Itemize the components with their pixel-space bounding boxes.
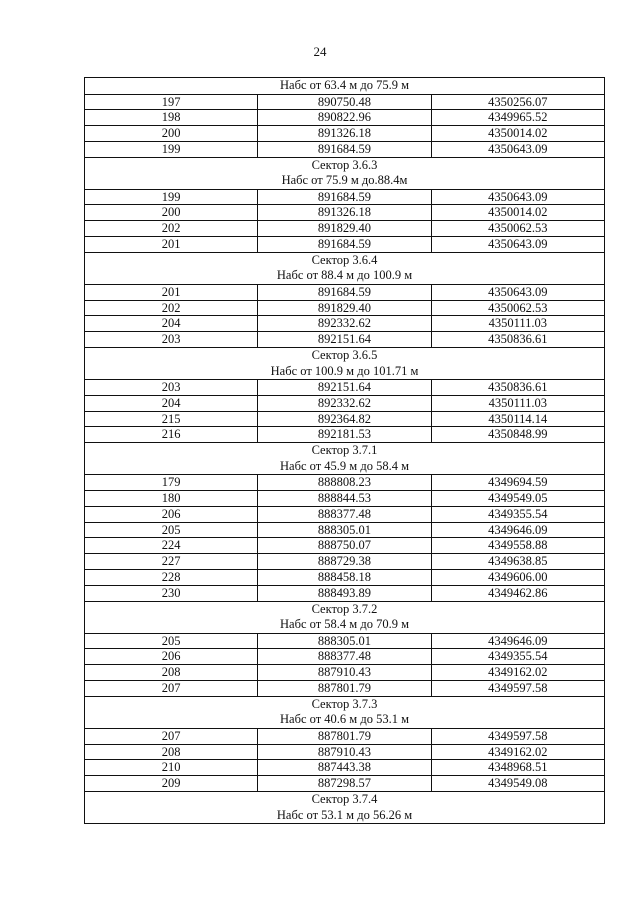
table-row: [85, 760, 605, 776]
y-coordinate-cell: 4350014.02: [431, 126, 604, 142]
x-coordinate-cell: 888729.38: [258, 554, 431, 570]
point-number-cell: 200: [85, 205, 258, 221]
sector-header-row: [85, 78, 605, 95]
point-number-cell: 204: [85, 316, 258, 332]
x-coordinate-cell: 891326.18: [258, 126, 431, 142]
x-coordinate-cell: 890822.96: [258, 110, 431, 126]
table-row: [85, 538, 605, 554]
coordinates-table-body: [85, 78, 605, 824]
table-row: [85, 744, 605, 760]
sector-header-cell: [85, 157, 605, 189]
x-coordinate-cell: 891684.59: [258, 237, 431, 253]
sector-title: Сектор 3.7.2: [311, 601, 378, 616]
point-number-cell: 202: [85, 300, 258, 316]
sector-title: Сектор 3.6.3: [311, 157, 378, 172]
sector-header-row: [85, 348, 605, 380]
x-coordinate-cell: 891829.40: [258, 300, 431, 316]
point-number-cell: 207: [85, 681, 258, 697]
y-coordinate-cell: 4350114.14: [431, 411, 604, 427]
sector-title: Сектор 3.7.1: [311, 443, 378, 458]
sector-title: Сектор 3.6.4: [311, 252, 378, 267]
sector-header-cell: [85, 348, 605, 380]
y-coordinate-cell: 4350062.53: [431, 221, 604, 237]
height-range: Набс от 53.1 м до 56.26 м: [276, 807, 413, 822]
point-number-cell: 180: [85, 491, 258, 507]
height-range: Набс от 45.9 м до 58.4 м: [280, 458, 409, 473]
y-coordinate-cell: 4349694.59: [431, 475, 604, 491]
table-row: [85, 411, 605, 427]
height-range: Набс от 100.9 м до 101.71 м: [270, 363, 419, 378]
sector-header-cell: [85, 601, 605, 633]
x-coordinate-cell: 892181.53: [258, 427, 431, 443]
point-number-cell: 198: [85, 110, 258, 126]
y-coordinate-cell: 4349606.00: [431, 570, 604, 586]
point-number-cell: 204: [85, 395, 258, 411]
height-range: Набс от 40.6 м до 53.1 м: [280, 712, 409, 727]
point-number-cell: 202: [85, 221, 258, 237]
point-number-cell: 230: [85, 585, 258, 601]
point-number-cell: 199: [85, 141, 258, 157]
sector-header-row: [85, 443, 605, 475]
height-range: Набс от 58.4 м до 70.9 м: [280, 617, 409, 632]
sector-header-cell: [85, 792, 605, 824]
y-coordinate-cell: 4350643.09: [431, 284, 604, 300]
x-coordinate-cell: 891684.59: [258, 284, 431, 300]
y-coordinate-cell: 4349646.09: [431, 522, 604, 538]
x-coordinate-cell: 892332.62: [258, 395, 431, 411]
x-coordinate-cell: 887298.57: [258, 776, 431, 792]
height-range: Набс от 63.4 м до 75.9 м: [280, 78, 409, 92]
x-coordinate-cell: 888493.89: [258, 585, 431, 601]
sector-title: Сектор 3.7.4: [311, 792, 378, 806]
x-coordinate-cell: 888305.01: [258, 522, 431, 538]
sector-header-row: [85, 601, 605, 633]
y-coordinate-cell: 4349965.52: [431, 110, 604, 126]
y-coordinate-cell: 4349549.05: [431, 491, 604, 507]
y-coordinate-cell: 4350111.03: [431, 316, 604, 332]
table-row: [85, 475, 605, 491]
table-row: [85, 189, 605, 205]
y-coordinate-cell: 4350014.02: [431, 205, 604, 221]
y-coordinate-cell: 4349549.08: [431, 776, 604, 792]
y-coordinate-cell: 4349162.02: [431, 744, 604, 760]
y-coordinate-cell: 4350643.09: [431, 237, 604, 253]
y-coordinate-cell: 4350836.61: [431, 332, 604, 348]
x-coordinate-cell: 887910.43: [258, 744, 431, 760]
point-number-cell: 205: [85, 522, 258, 538]
table-row: [85, 570, 605, 586]
point-number-cell: 208: [85, 744, 258, 760]
x-coordinate-cell: 887910.43: [258, 665, 431, 681]
point-number-cell: 179: [85, 475, 258, 491]
page-number: 24: [313, 44, 327, 59]
y-coordinate-cell: 4350643.09: [431, 189, 604, 205]
x-coordinate-cell: 887443.38: [258, 760, 431, 776]
x-coordinate-cell: 892151.64: [258, 332, 431, 348]
sector-title: Сектор 3.6.5: [311, 348, 378, 363]
point-number-cell: 197: [85, 94, 258, 110]
table-row: [85, 776, 605, 792]
table-row: [85, 633, 605, 649]
y-coordinate-cell: 4349638.85: [431, 554, 604, 570]
table-row: [85, 380, 605, 396]
sector-header-cell: [85, 78, 605, 95]
x-coordinate-cell: 888305.01: [258, 633, 431, 649]
y-coordinate-cell: 4349646.09: [431, 633, 604, 649]
point-number-cell: 216: [85, 427, 258, 443]
table-row: [85, 316, 605, 332]
point-number-cell: 224: [85, 538, 258, 554]
point-number-cell: 227: [85, 554, 258, 570]
table-row: [85, 221, 605, 237]
y-coordinate-cell: 4349462.86: [431, 585, 604, 601]
point-number-cell: 228: [85, 570, 258, 586]
x-coordinate-cell: 890750.48: [258, 94, 431, 110]
y-coordinate-cell: 4349162.02: [431, 665, 604, 681]
x-coordinate-cell: 888377.48: [258, 649, 431, 665]
point-number-cell: 201: [85, 284, 258, 300]
point-number-cell: 208: [85, 665, 258, 681]
y-coordinate-cell: 4350062.53: [431, 300, 604, 316]
height-range: Набс от 75.9 м до.88.4м: [281, 173, 408, 188]
x-coordinate-cell: 891684.59: [258, 189, 431, 205]
x-coordinate-cell: 887801.79: [258, 681, 431, 697]
table-row: [85, 665, 605, 681]
x-coordinate-cell: 891326.18: [258, 205, 431, 221]
table-row: [85, 110, 605, 126]
table-row: [85, 506, 605, 522]
point-number-cell: 209: [85, 776, 258, 792]
point-number-cell: 207: [85, 728, 258, 744]
x-coordinate-cell: 892332.62: [258, 316, 431, 332]
table-row: [85, 649, 605, 665]
table-row: [85, 554, 605, 570]
x-coordinate-cell: 892364.82: [258, 411, 431, 427]
table-row: [85, 237, 605, 253]
sector-header-row: [85, 157, 605, 189]
point-number-cell: 203: [85, 380, 258, 396]
sector-header-row: [85, 792, 605, 824]
sector-header-cell: [85, 443, 605, 475]
table-row: [85, 491, 605, 507]
x-coordinate-cell: 888377.48: [258, 506, 431, 522]
table-row: [85, 728, 605, 744]
table-row: [85, 284, 605, 300]
table-row: [85, 300, 605, 316]
table-row: [85, 395, 605, 411]
point-number-cell: 203: [85, 332, 258, 348]
x-coordinate-cell: 891829.40: [258, 221, 431, 237]
y-coordinate-cell: 4350256.07: [431, 94, 604, 110]
y-coordinate-cell: 4349597.58: [431, 728, 604, 744]
y-coordinate-cell: 4350836.61: [431, 380, 604, 396]
y-coordinate-cell: 4349355.54: [431, 649, 604, 665]
sector-title: Сектор 3.7.3: [311, 696, 378, 711]
x-coordinate-cell: 891684.59: [258, 141, 431, 157]
y-coordinate-cell: 4350643.09: [431, 141, 604, 157]
table-row: [85, 141, 605, 157]
table-row: [85, 681, 605, 697]
table-row: [85, 94, 605, 110]
x-coordinate-cell: 888808.23: [258, 475, 431, 491]
table-row: [85, 126, 605, 142]
point-number-cell: 206: [85, 649, 258, 665]
x-coordinate-cell: 887801.79: [258, 728, 431, 744]
y-coordinate-cell: 4350111.03: [431, 395, 604, 411]
point-number-cell: 201: [85, 237, 258, 253]
height-range: Набс от 88.4 м до 100.9 м: [276, 268, 413, 283]
x-coordinate-cell: 888458.18: [258, 570, 431, 586]
point-number-cell: 210: [85, 760, 258, 776]
y-coordinate-cell: 4349558.88: [431, 538, 604, 554]
table-row: [85, 205, 605, 221]
sector-header-cell: [85, 696, 605, 728]
sector-header-row: [85, 696, 605, 728]
table-row: [85, 332, 605, 348]
point-number-cell: 215: [85, 411, 258, 427]
point-number-cell: 206: [85, 506, 258, 522]
y-coordinate-cell: 4349597.58: [431, 681, 604, 697]
y-coordinate-cell: 4350848.99: [431, 427, 604, 443]
coordinates-table: [84, 77, 605, 824]
table-row: [85, 522, 605, 538]
point-number-cell: 200: [85, 126, 258, 142]
sector-header-row: [85, 252, 605, 284]
table-row: [85, 427, 605, 443]
x-coordinate-cell: 888750.07: [258, 538, 431, 554]
sector-header-cell: [85, 252, 605, 284]
point-number-cell: 199: [85, 189, 258, 205]
x-coordinate-cell: 892151.64: [258, 380, 431, 396]
point-number-cell: 205: [85, 633, 258, 649]
y-coordinate-cell: 4348968.51: [431, 760, 604, 776]
x-coordinate-cell: 888844.53: [258, 491, 431, 507]
y-coordinate-cell: 4349355.54: [431, 506, 604, 522]
table-row: [85, 585, 605, 601]
